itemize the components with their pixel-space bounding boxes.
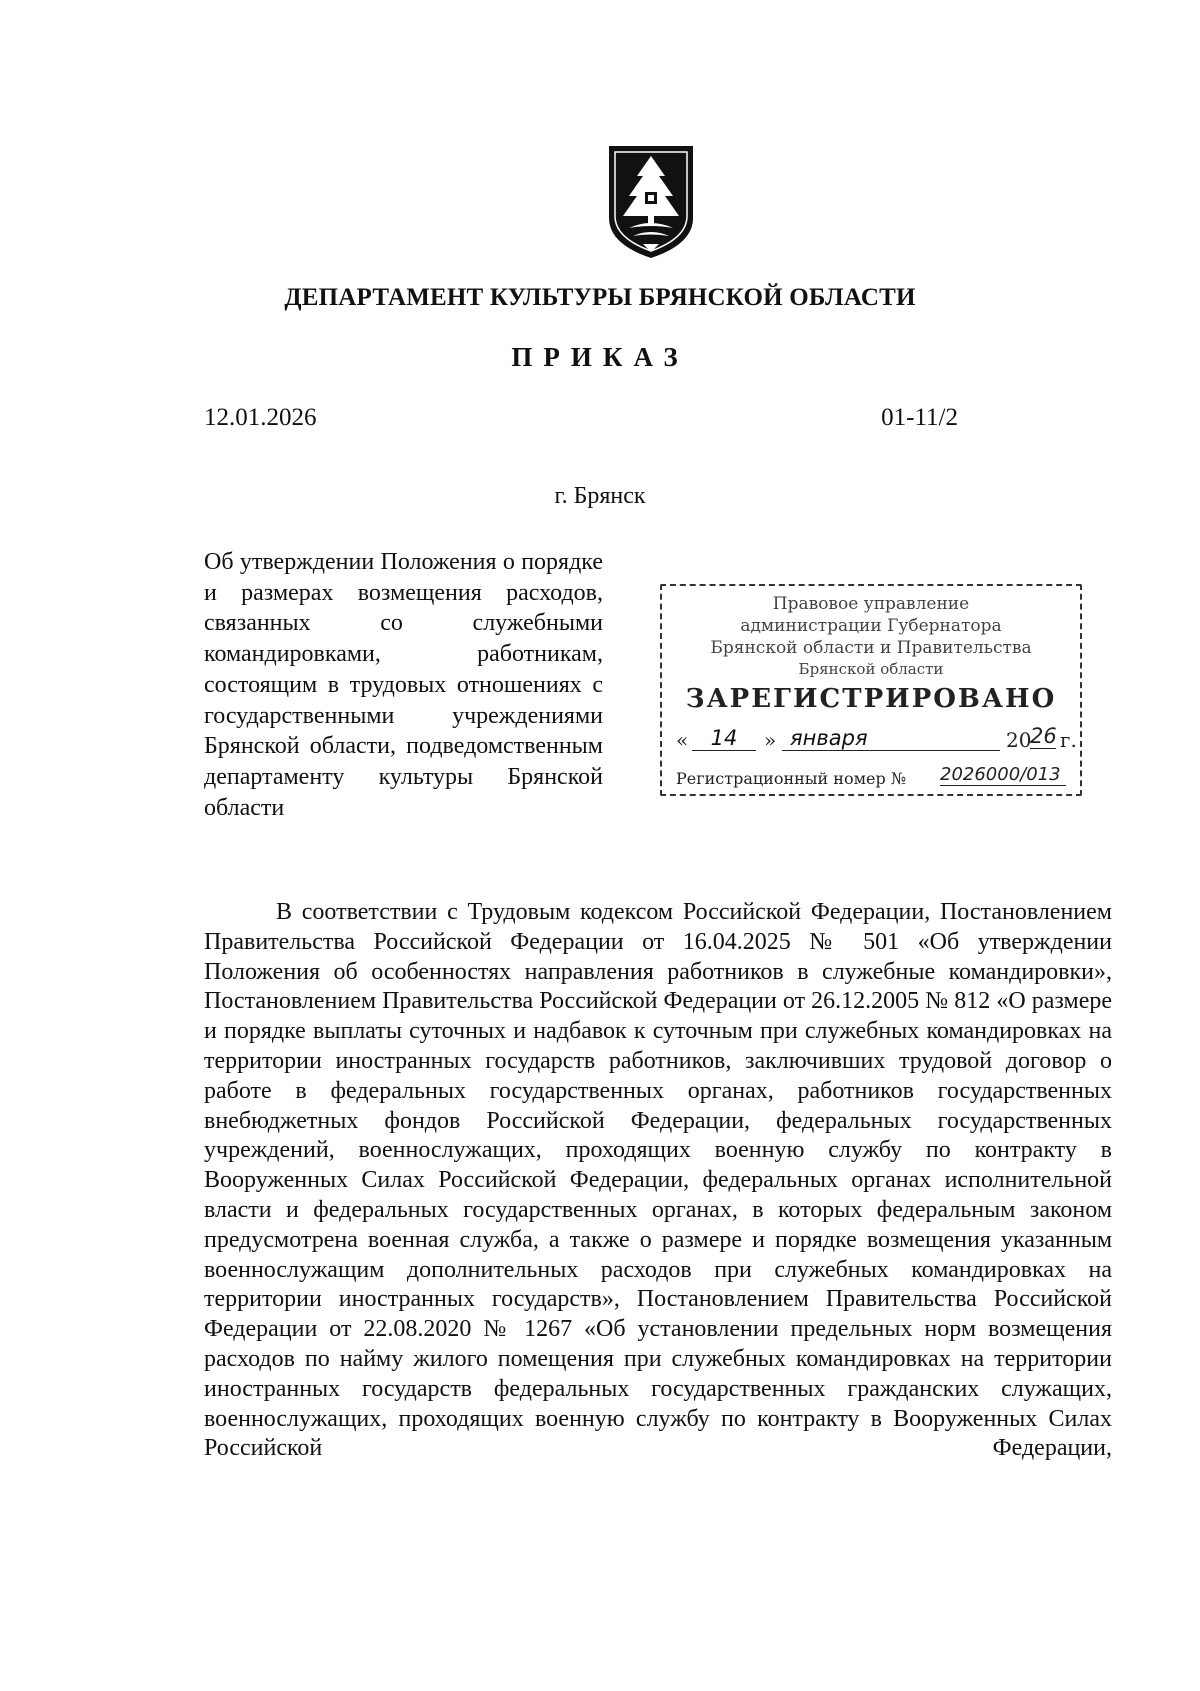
stamp-registered: ЗАРЕГИСТРИРОВАНО [685, 684, 1057, 714]
stamp-line-3: Брянской области и Правительства [710, 638, 1032, 658]
stamp-close-quote: » [764, 728, 777, 752]
document-type: ПРИКАЗ [511, 342, 689, 372]
stamp-day: 14 [692, 726, 756, 751]
stamp-line-2: администрации Губернатора [740, 616, 1002, 636]
order-body [204, 898, 1112, 1464]
stamp-open-quote: « [676, 728, 689, 752]
city: г. Брянск [554, 483, 646, 509]
stamp-line-4: Брянской области [798, 660, 944, 678]
stamp-year-prefix: 20 [1006, 728, 1032, 752]
order-date: 12.01.2026 [204, 404, 317, 431]
body-paragraph: В соответствии с Трудовым кодексом Российской Федерации, Постановлением Правительства Российской Федерации от 16.04.2025 № 501 «Об утверждении Положения об особенностях направления работников в служебные командировки», Постановлением Правительства Российской Федерации от 26.12.2005 № 812 «О размере и порядке выплаты суточных и надбавок к суточным при служебных командировках на территории иностранных государств работников, заключивших трудовой договор о работе в федеральных государственных органах, работников государственных внебюджетных фондов Российской Федерации, федеральных государственных учреждений, военнослужащих, проходящих военную службу по контракту в Вооруженных Силах Российской Федерации, федеральных органах исполнительной власти и федеральных государственных органах, в которых федеральным законом предусмотрена военная служба, а также о размере и порядке возмещения указанным военнослужащим дополнительных расходов при служебных командировках на территории иностранных государств», Постановлением Правительства Российской Федерации от 22.08.2020 № 1267 «Об установлении предельных норм возмещения расходов по найму жилого помещения при служебных командировках на территории иностранных государств федеральных государственных гражданских служащих, военнослужащих, проходящих военную службу по контракту в Вооруженных Силах Российской Федерации, [204, 899, 1112, 1462]
stamp-month: января [782, 726, 1000, 751]
stamp-year-unit: г. [1060, 728, 1077, 752]
stamp-date-line [672, 724, 1077, 756]
stamp-year-suffix: 26 [1030, 724, 1057, 748]
registration-stamp [660, 584, 1082, 796]
order-subject: Об утверждении Положения о порядке и размерах возмещения расходов, связанных со служебными командировками, работникам, состоящим в трудовых отношениях с государственными учреждениями Брянской области, подведомственным департаменту культуры Брянской области [204, 549, 603, 821]
department-title: ДЕПАРТАМЕНТ КУЛЬТУРЫ БРЯНСКОЙ ОБЛАСТИ [284, 284, 916, 311]
order-number: 01-11/2 [881, 404, 958, 431]
stamp-reg-label: Регистрационный номер № [676, 769, 906, 788]
stamp-reg-number: 2026000/013 [940, 764, 1066, 786]
stamp-line-1: Правовое управление [772, 594, 970, 614]
coat-of-arms-icon [605, 140, 697, 262]
